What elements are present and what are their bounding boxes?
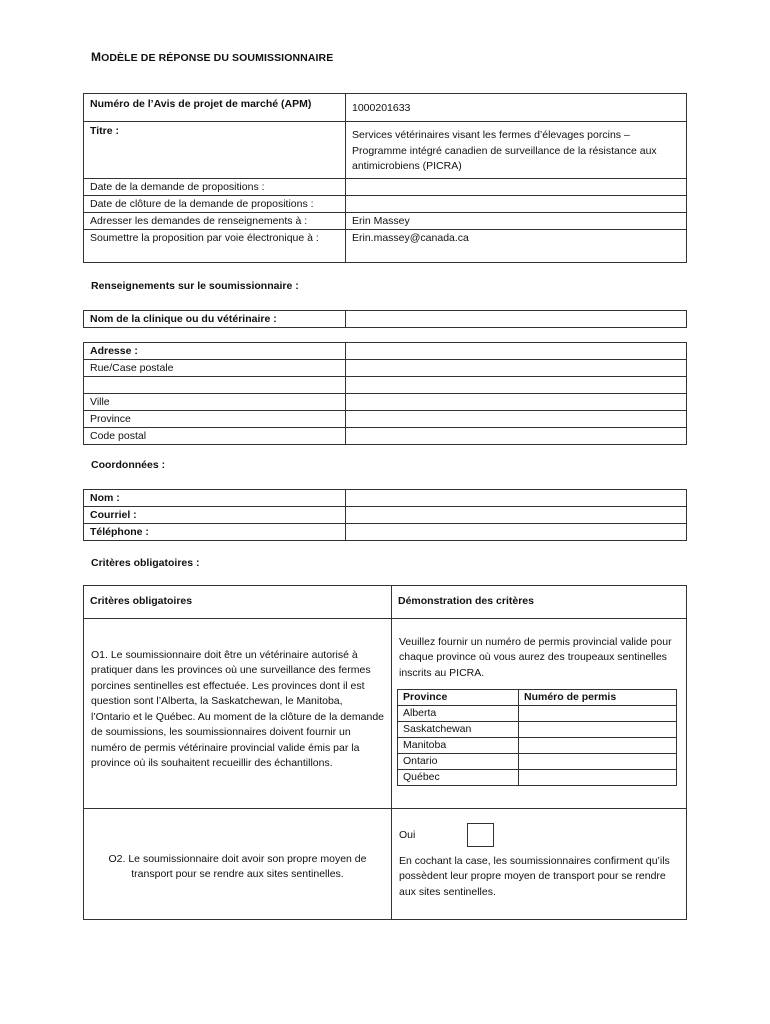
- permit-number-input[interactable]: [519, 738, 677, 754]
- permit-number-header: Numéro de permis: [519, 690, 677, 706]
- permit-province: Manitoba: [398, 738, 519, 754]
- province-input[interactable]: [346, 411, 687, 428]
- street-input[interactable]: [346, 360, 687, 377]
- permit-number-input[interactable]: [519, 722, 677, 738]
- apm-info-table: [83, 93, 687, 263]
- table-row: [84, 377, 687, 394]
- o2-demo-text: En cochant la case, les soumissionnaires confirment qu’ils possèdent leur propre moyen de transport pour se rendre aux sites sentinelles.: [399, 854, 670, 898]
- street-label: Rue/Case postale: [84, 360, 346, 377]
- table-row: [84, 360, 687, 377]
- o1-demo-cell: [392, 618, 687, 808]
- clinic-name-input[interactable]: [346, 311, 687, 328]
- rfp-closing-date-value: [346, 195, 687, 212]
- contact-table: [83, 489, 687, 541]
- submit-electronic-label: Soumettre la proposition par voie électronique à :: [84, 229, 346, 262]
- contact-heading: Coordonnées :: [91, 459, 166, 471]
- o2-demo-cell: [392, 808, 687, 919]
- permit-province-header: Province: [398, 690, 519, 706]
- table-row: [84, 343, 687, 360]
- province-label: Province: [84, 411, 346, 428]
- permit-number-input[interactable]: [519, 770, 677, 786]
- table-row: [84, 94, 687, 122]
- table-row: [84, 229, 687, 262]
- submit-electronic-value[interactable]: Erin.massey@canada.ca: [346, 229, 687, 262]
- street-line2-label: [84, 377, 346, 394]
- table-row: [398, 738, 677, 754]
- oui-label: Oui: [399, 828, 416, 841]
- oui-row: [399, 826, 679, 854]
- table-row: [398, 754, 677, 770]
- o1-cell: [84, 618, 392, 808]
- rfp-closing-date-label: Date de clôture de la demande de propositions :: [84, 195, 346, 212]
- contact-phone-label: Téléphone :: [84, 524, 346, 541]
- table-row: [84, 524, 687, 541]
- street-line2-input[interactable]: [346, 377, 687, 394]
- title-label: Titre :: [84, 122, 346, 179]
- table-row: [84, 178, 687, 195]
- o2-criterion-text: O2. Le soumissionnaire doit avoir son propre moyen de transport pour se rendre aux sites sentinelles.: [108, 852, 367, 880]
- bidder-info-heading: Renseignements sur le soumissionnaire :: [91, 280, 299, 292]
- address-table: [83, 342, 687, 445]
- contact-email-label: Courriel :: [84, 507, 346, 524]
- table-row: [84, 507, 687, 524]
- table-row: [398, 770, 677, 786]
- table-row: [84, 122, 687, 179]
- table-row: [84, 586, 687, 619]
- clinic-name-label: Nom de la clinique ou du vétérinaire :: [84, 311, 346, 328]
- inquiries-value: Erin Massey: [346, 212, 687, 229]
- table-row: [84, 411, 687, 428]
- contact-name-input[interactable]: [346, 490, 687, 507]
- contact-email-input[interactable]: [346, 507, 687, 524]
- address-header: Adresse :: [84, 343, 346, 360]
- table-row: [84, 428, 687, 445]
- apm-number-label: Numéro de l’Avis de projet de marché (APM): [84, 94, 346, 122]
- table-row: [84, 490, 687, 507]
- inquiries-label: Adresser les demandes de renseignements à :: [84, 212, 346, 229]
- rfp-date-value: [346, 178, 687, 195]
- table-row: [398, 722, 677, 738]
- o2-cell: [84, 808, 392, 919]
- criteria-column-header: Critères obligatoires: [84, 586, 392, 619]
- apm-number-value: 1000201633: [346, 94, 687, 122]
- postal-code-label: Code postal: [84, 428, 346, 445]
- city-input[interactable]: [346, 394, 687, 411]
- page-title: MODÈLE DE RÉPONSE DU SOUMISSIONNAIRE: [91, 50, 334, 64]
- permit-province: Alberta: [398, 706, 519, 722]
- permit-table: [397, 689, 677, 786]
- clinic-name-table: [83, 310, 687, 328]
- oui-checkbox[interactable]: [467, 823, 494, 847]
- table-row: [84, 808, 687, 919]
- postal-code-input[interactable]: [346, 428, 687, 445]
- table-row: [84, 311, 687, 328]
- permit-province: Ontario: [398, 754, 519, 770]
- o1-criterion-text: O1. Le soumissionnaire doit être un vétérinaire autorisé à pratiquer dans les provinces où une surveillance des fermes porcines sentinelles est effectuée. Les provinces dont il est question sont l’Alberta, la Saskatchewan, le Manitoba, l’Ontario et le Québec. Au moment de la clôture de la demande de soumissions, les soumissionnaires doivent fournir un numéro de permis vétérinaire provincial valide émis par la province où ils souhaitent recueillir des échantillons.: [91, 648, 385, 769]
- address-header-value: [346, 343, 687, 360]
- contact-phone-input[interactable]: [346, 524, 687, 541]
- permit-province: Québec: [398, 770, 519, 786]
- permit-province: Saskatchewan: [398, 722, 519, 738]
- table-row: [84, 212, 687, 229]
- table-row: [84, 618, 687, 808]
- table-row: [398, 706, 677, 722]
- mandatory-criteria-table: [83, 585, 687, 920]
- o2-demo-block: [393, 810, 685, 901]
- mandatory-criteria-heading: Critères obligatoires :: [91, 557, 200, 569]
- title-value: Services vétérinaires visant les fermes d’élevages porcins – Programme intégré canadien de surveillance de la résistance aux antimicrobiens (PICRA): [346, 122, 687, 179]
- permit-number-input[interactable]: [519, 754, 677, 770]
- o1-demo-text: Veuillez fournir un numéro de permis provincial valide pour chaque province où vous aurez des troupeaux sentinelles inscrits au PICRA.: [399, 635, 672, 679]
- table-row: [84, 195, 687, 212]
- rfp-date-label: Date de la demande de propositions :: [84, 178, 346, 195]
- demonstration-column-header: Démonstration des critères: [392, 586, 687, 619]
- permit-number-input[interactable]: [519, 706, 677, 722]
- table-row: [84, 394, 687, 411]
- table-row: [398, 690, 677, 706]
- city-label: Ville: [84, 394, 346, 411]
- contact-name-label: Nom :: [84, 490, 346, 507]
